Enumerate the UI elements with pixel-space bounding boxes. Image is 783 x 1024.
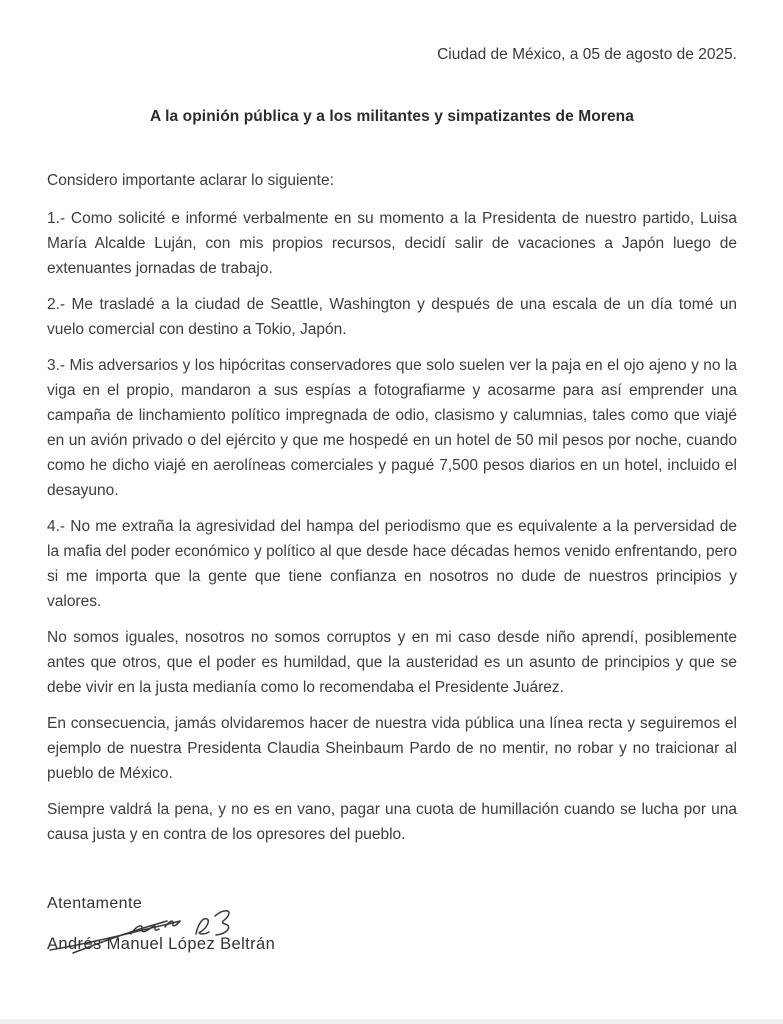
signatory-name: Andrés Manuel López Beltrán <box>47 935 276 953</box>
letter-title: A la opinión pública y a los militantes y simpatizantes de Morena <box>150 108 634 125</box>
paragraph-3: 3.- Mis adversarios y los hipócritas conservadores que solo suelen ver la paja en el ojo ajeno y no la viga en el propio, mandaron a sus espías a fotografiarme y acosarme para así emprender una campaña de linchamiento político impregnada de odio, clasismo y calumnias, tales como que viajé en un avión privado o del ejército y que me hospedé en un hotel de 50 mil pesos por noche, cuando como he dicho viajé en aerolíneas comerciales y pagué 7,500 pesos diarios en un hotel, incluido el desayuno. <box>47 357 737 499</box>
paragraph-4: 4.- No me extraña la agresividad del hampa del periodismo que es equivalente a la perversidad de la mafia del poder económico y político al que desde hace décadas hemos venido enfrentando, pero si me importa que la gente que tiene confianza en nosotros no dude de nuestros principios y valores. <box>47 518 737 610</box>
signature-block <box>47 927 737 967</box>
paragraph-5: No somos iguales, nosotros no somos corruptos y en mi caso desde niño aprendí, posiblemente antes que otros, que el poder es humildad, que la austeridad es un asunto de principios y que se debe vivir en la justa medianía como lo recomendaba el Presidente Juárez. <box>47 629 737 696</box>
intro-line: Considero importante aclarar lo siguiente: <box>47 172 334 189</box>
paragraph-6: En consecuencia, jamás olvidaremos hacer de nuestra vida pública una línea recta y seguiremos el ejemplo de nuestra Presidenta Claudia Sheinbaum Pardo de no mentir, no robar y no traicionar al pueblo de México. <box>47 715 737 782</box>
paragraph-2: 2.- Me trasladé a la ciudad de Seattle, Washington y después de una escala de un día tomé un vuelo comercial con destino a Tokio, Japón. <box>47 296 737 338</box>
page-bottom-edge <box>0 1019 783 1024</box>
date-line: Ciudad de México, a 05 de agosto de 2025. <box>437 46 737 63</box>
paragraph-1: 1.- Como solicité e informé verbalmente en su momento a la Presidenta de nuestro partido, Luisa María Alcalde Luján, con mis propios recursos, decidí salir de vacaciones a Japón luego de extenuantes jornadas de trabajo. <box>47 210 737 277</box>
letter-document <box>47 0 737 967</box>
closing-word: Atentamente <box>47 895 143 912</box>
paragraph-7: Siempre valdrá la pena, y no es en vano, pagar una cuota de humillación cuando se lucha por una causa justa y en contra de los opresores del pueblo. <box>47 801 737 843</box>
